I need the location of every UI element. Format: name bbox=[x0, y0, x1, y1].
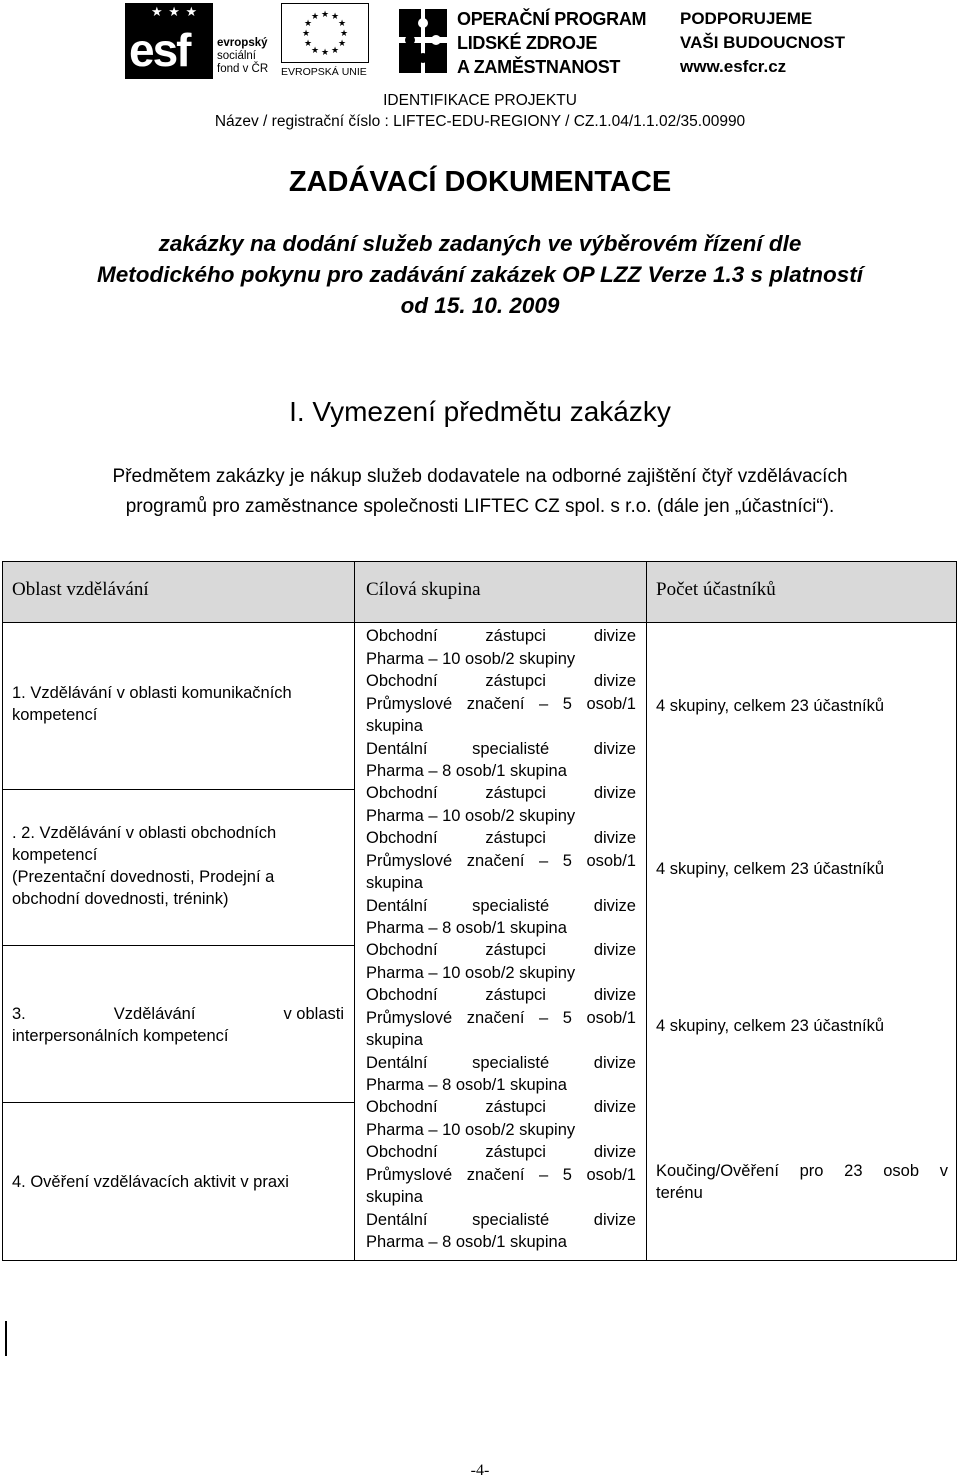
svg-text:★: ★ bbox=[337, 39, 347, 49]
area-line: (Prezentační dovednosti, Prodejní a bbox=[12, 868, 275, 886]
target-word: Průmyslové bbox=[366, 694, 453, 713]
target-line: skupina bbox=[366, 1031, 423, 1049]
support-logo-line: PODPORUJEME bbox=[680, 9, 813, 28]
esf-logo-mark bbox=[125, 3, 213, 79]
target-line bbox=[366, 984, 636, 1007]
area-cell-1 bbox=[12, 682, 344, 726]
count-cell-4 bbox=[656, 1160, 948, 1204]
target-line: Pharma – 8 osob/1 skupina bbox=[366, 919, 567, 937]
eu-flag-icon bbox=[281, 3, 369, 63]
svg-text:★: ★ bbox=[303, 19, 313, 29]
target-word: divize bbox=[593, 986, 636, 1004]
project-registration: Název / registrační číslo : LIFTEC-EDU-REGIONY / CZ.1.04/1.1.02/35.00990 bbox=[214, 113, 746, 130]
target-word: Dentální bbox=[366, 1210, 428, 1229]
area-word: Vzdělávání bbox=[113, 1005, 196, 1023]
target-line: skupina bbox=[366, 717, 423, 735]
target-line bbox=[366, 850, 636, 873]
target-word: divize bbox=[593, 1098, 636, 1116]
op-logo-line: LIDSKÉ ZDROJE bbox=[457, 33, 598, 53]
target-word: 5 bbox=[562, 694, 572, 713]
target-line bbox=[366, 670, 636, 693]
target-line: Pharma – 10 osob/2 skupiny bbox=[366, 806, 576, 825]
subtitle-line: Metodického pokynu pro zadávání zakázek OP LZZ Verze 1.3 s platností bbox=[96, 262, 864, 287]
svg-text:★: ★ bbox=[310, 46, 320, 56]
op-logo-text bbox=[457, 7, 646, 79]
count-line bbox=[656, 1160, 948, 1182]
header-target-group: Cílová skupina bbox=[366, 579, 481, 600]
area-word: 3. bbox=[12, 1005, 26, 1023]
target-word: divize bbox=[593, 784, 636, 802]
esf-caption-line: fond v ČR bbox=[217, 63, 269, 75]
svg-text:★: ★ bbox=[330, 12, 340, 22]
target-word: divize bbox=[593, 1210, 636, 1229]
section-heading: I. Vymezení předmětu zakázky bbox=[289, 396, 671, 427]
target-line: Pharma – 8 osob/1 skupina bbox=[366, 762, 567, 780]
target-word: divize bbox=[593, 627, 636, 645]
target-word: Obchodní bbox=[366, 672, 438, 690]
svg-text:★: ★ bbox=[337, 19, 347, 29]
target-word: osob/1 bbox=[586, 851, 636, 870]
target-word: – bbox=[539, 1165, 549, 1184]
area-line: . 2. Vzdělávání v oblasti obchodních bbox=[12, 824, 277, 842]
target-line bbox=[366, 1164, 636, 1187]
target-word: značení bbox=[466, 1165, 525, 1184]
target-line bbox=[366, 895, 636, 918]
target-word: specialisté bbox=[472, 1053, 550, 1072]
target-line: skupina bbox=[366, 874, 423, 892]
intro-paragraph bbox=[30, 462, 930, 522]
count-line: terénu bbox=[656, 1184, 703, 1202]
target-word: Obchodní bbox=[366, 627, 438, 645]
count-word: pro bbox=[799, 1162, 824, 1180]
logo-bar bbox=[0, 0, 960, 86]
header-area: Oblast vzdělávání bbox=[12, 579, 149, 600]
target-word: – bbox=[539, 1008, 549, 1027]
target-group-cell bbox=[366, 782, 636, 940]
target-word: Dentální bbox=[366, 739, 428, 758]
target-line: Pharma – 8 osob/1 skupina bbox=[366, 1076, 567, 1094]
target-word: Obchodní bbox=[366, 986, 438, 1004]
area-cell-2 bbox=[12, 822, 344, 910]
target-word: – bbox=[539, 851, 549, 870]
document-title: ZADÁVACÍ DOKUMENTACE bbox=[288, 166, 672, 198]
target-word: zástupci bbox=[485, 1098, 546, 1116]
target-word: Dentální bbox=[366, 1053, 428, 1072]
target-word: divize bbox=[593, 1143, 636, 1161]
target-word: osob/1 bbox=[586, 1165, 636, 1184]
area-cell-3 bbox=[12, 1003, 344, 1047]
target-word: Obchodní bbox=[366, 829, 438, 847]
target-word: značení bbox=[466, 851, 525, 870]
intro-line: programů pro zaměstnance společnosti LIFTEC CZ spol. s r.o. (dále jen „účastníci“). bbox=[125, 496, 835, 517]
target-word: zástupci bbox=[485, 986, 546, 1004]
target-word: zástupci bbox=[485, 829, 546, 847]
target-word: osob/1 bbox=[586, 694, 636, 713]
esf-logo bbox=[125, 3, 275, 79]
op-logo-line: OPERAČNÍ PROGRAM bbox=[457, 9, 647, 29]
target-word: zástupci bbox=[485, 941, 546, 959]
support-logo-text bbox=[680, 7, 845, 79]
target-line bbox=[366, 738, 636, 761]
project-heading: IDENTIFIKACE PROJEKTU bbox=[383, 92, 577, 109]
op-logo bbox=[397, 3, 657, 79]
esf-caption-line: sociální bbox=[217, 50, 256, 62]
target-line bbox=[366, 693, 636, 716]
target-line: Pharma – 10 osob/2 skupiny bbox=[366, 1120, 576, 1139]
eu-stars-icon bbox=[282, 4, 368, 62]
target-word: Průmyslové bbox=[366, 1008, 453, 1027]
text-cursor bbox=[5, 1321, 7, 1356]
area-line: interpersonálních kompetencí bbox=[12, 1027, 229, 1045]
svg-text:★: ★ bbox=[339, 29, 349, 39]
support-logo bbox=[680, 3, 860, 79]
esf-caption-line: evropský bbox=[217, 37, 268, 49]
target-word: zástupci bbox=[485, 784, 546, 802]
target-line bbox=[366, 939, 636, 962]
count-word: osob bbox=[883, 1162, 920, 1180]
target-word: 5 bbox=[562, 1165, 572, 1184]
target-word: 5 bbox=[562, 1008, 572, 1027]
target-word: osob/1 bbox=[586, 1008, 636, 1027]
target-line bbox=[366, 1096, 636, 1119]
target-word: značení bbox=[466, 1008, 525, 1027]
support-logo-line: VAŠI BUDOUCNOST bbox=[680, 33, 845, 52]
area-word: v oblasti bbox=[283, 1005, 344, 1023]
subtitle-line: zakázky na dodání služeb zadaných ve výběrovém řízení dle bbox=[158, 231, 802, 256]
target-word: specialisté bbox=[472, 896, 550, 915]
area-line: kompetencí bbox=[12, 706, 98, 724]
target-line bbox=[366, 1209, 636, 1232]
area-line: kompetencí bbox=[12, 846, 98, 864]
target-line bbox=[366, 827, 636, 850]
target-word: divize bbox=[593, 739, 636, 758]
target-word: Obchodní bbox=[366, 941, 438, 959]
target-word: divize bbox=[593, 896, 636, 915]
target-word: zástupci bbox=[485, 627, 546, 645]
target-word: Dentální bbox=[366, 896, 428, 915]
svg-text:★: ★ bbox=[320, 48, 330, 58]
eu-logo bbox=[281, 3, 369, 79]
target-word: specialisté bbox=[472, 739, 550, 758]
support-logo-url: www.esfcr.cz bbox=[680, 57, 787, 76]
target-group-cell bbox=[366, 1096, 636, 1254]
document-subtitle bbox=[0, 228, 960, 321]
svg-text:★: ★ bbox=[310, 12, 320, 22]
target-word: divize bbox=[593, 1053, 636, 1072]
count-cell-3: 4 skupiny, celkem 23 účastníků bbox=[656, 1017, 885, 1035]
subtitle-line: od 15. 10. 2009 bbox=[400, 293, 560, 318]
target-group-cell bbox=[366, 625, 636, 783]
area-line: 1. Vzdělávání v oblasti komunikačních bbox=[12, 684, 292, 702]
star-icon: ★ ★ ★ bbox=[151, 4, 199, 19]
eu-logo-label: EVROPSKÁ UNIE bbox=[281, 66, 367, 78]
target-line bbox=[366, 625, 636, 648]
target-word: zástupci bbox=[485, 672, 546, 690]
target-word: Obchodní bbox=[366, 1143, 438, 1161]
target-word: divize bbox=[593, 941, 636, 959]
training-table bbox=[2, 561, 957, 1261]
target-line bbox=[366, 1007, 636, 1030]
page-number: -4- bbox=[470, 1462, 490, 1479]
target-word: značení bbox=[466, 694, 525, 713]
target-line bbox=[366, 1052, 636, 1075]
svg-text:★: ★ bbox=[330, 46, 340, 56]
target-line: skupina bbox=[366, 1188, 423, 1206]
svg-text:★: ★ bbox=[301, 29, 311, 39]
target-line bbox=[366, 782, 636, 805]
area-cell-4 bbox=[12, 1171, 344, 1193]
intro-line: Předmětem zakázky je nákup služeb dodavatele na odborné zajištění čtyř vzdělávacích bbox=[112, 466, 848, 487]
target-word: divize bbox=[593, 672, 636, 690]
target-word: specialisté bbox=[472, 1210, 550, 1229]
target-line bbox=[366, 1141, 636, 1164]
area-line bbox=[12, 1003, 344, 1025]
count-cell-2: 4 skupiny, celkem 23 účastníků bbox=[656, 860, 885, 878]
count-word: 23 bbox=[844, 1162, 863, 1180]
target-word: Obchodní bbox=[366, 1098, 438, 1116]
area-line: obchodní dovednosti, trénink) bbox=[12, 890, 229, 908]
target-word: divize bbox=[593, 829, 636, 847]
target-word: zástupci bbox=[485, 1143, 546, 1161]
target-line: Pharma – 8 osob/1 skupina bbox=[366, 1233, 567, 1251]
puzzle-icon bbox=[397, 3, 449, 79]
count-cell-1: 4 skupiny, celkem 23 účastníků bbox=[656, 697, 885, 715]
count-word: Koučing/Ověření bbox=[656, 1162, 779, 1180]
header-participant-count: Počet účastníků bbox=[656, 579, 776, 600]
target-word: 5 bbox=[562, 851, 572, 870]
svg-text:★: ★ bbox=[320, 10, 330, 20]
target-word: – bbox=[539, 694, 549, 713]
esf-logo-text: esf bbox=[129, 24, 190, 76]
esf-logo-caption bbox=[217, 37, 268, 76]
target-line: Pharma – 10 osob/2 skupiny bbox=[366, 963, 576, 982]
target-word: Průmyslové bbox=[366, 1165, 453, 1184]
op-logo-line: A ZAMĚSTNANOST bbox=[457, 57, 621, 77]
target-word: Průmyslové bbox=[366, 851, 453, 870]
target-line: Pharma – 10 osob/2 skupiny bbox=[366, 649, 576, 668]
target-group-cell bbox=[366, 939, 636, 1097]
area-line: 4. Ověření vzdělávacích aktivit v praxi bbox=[12, 1173, 289, 1191]
count-word: v bbox=[939, 1162, 948, 1180]
svg-text:★: ★ bbox=[303, 39, 313, 49]
target-word: Obchodní bbox=[366, 784, 438, 802]
